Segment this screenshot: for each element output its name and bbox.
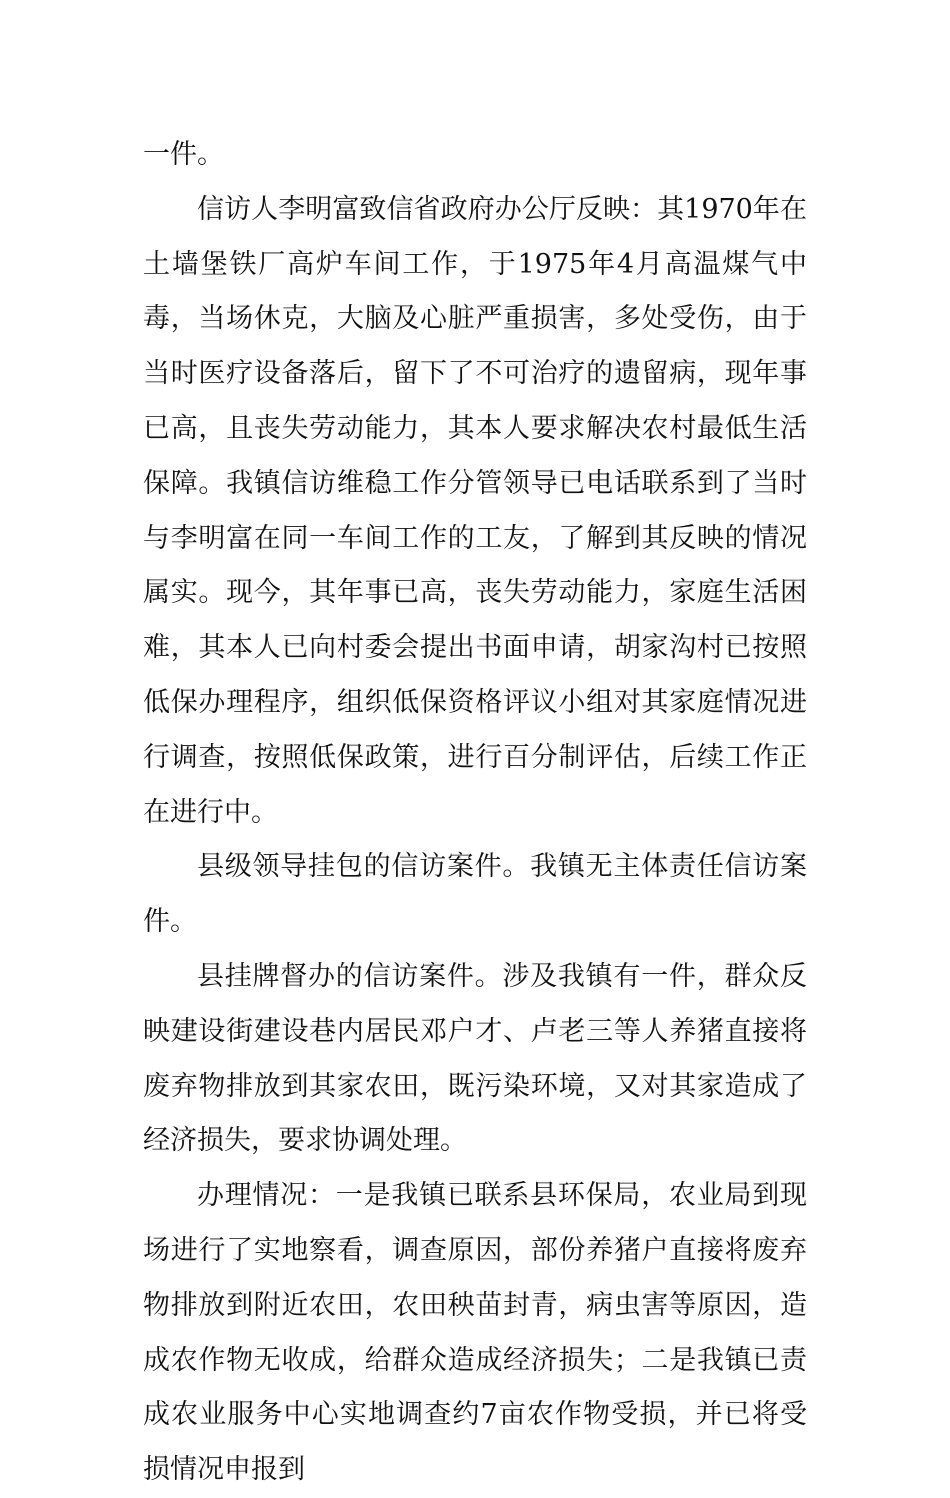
paragraph-county-leader-cases: 县级领导挂包的信访案件。我镇无主体责任信访案件。: [143, 851, 807, 938]
paragraph-continuation: 一件。: [143, 139, 224, 170]
paragraph-handling-status: 办理情况：一是我镇已联系县环保局，农业局到现场进行了实地察看，调查原因，部份养猪户直接将废弃物排放到附近农田，农田秧苗封青，病虫害等原因，造成农作物无收成，给群众造成经济损失；二是我镇已责成农业服务中心实地调查约7亩农作物受损，并已将受损情况申报到: [143, 1180, 807, 1486]
paragraph-petition-li-mingfu: 信访人李明富致信省政府办公厅反映：其1970年在土墙堡铁厂高炉车间工作，于1975年4月高温煤气中毒，当场休克，大脑及心脏严重损害，多处受伤，由于当时医疗设备落后，留下了不可治疗的遗留病，现年事已高，且丧失劳动能力，其本人要求解决农村最低生活保障。我镇信访维稳工作分管领导已电话联系到了当时与李明富在同一车间工作的工友，了解到其反映的情况属实。现今，其年事已高，丧失劳动能力，家庭生活困难，其本人已向村委会提出书面申请，胡家沟村已按照低保办理程序，组织低保资格评议小组对其家庭情况进行调查，按照低保政策，进行百分制评估，后续工作正在进行中。: [143, 193, 807, 828]
paragraph-county-supervised-cases: 县挂牌督办的信访案件。涉及我镇有一件，群众反映建设街建设巷内居民邓户才、卢老三等人养猪直接将废弃物排放到其家农田，既污染环境，又对其家造成了经济损失，要求协调处理。: [143, 960, 807, 1157]
document-body: [143, 128, 807, 1498]
